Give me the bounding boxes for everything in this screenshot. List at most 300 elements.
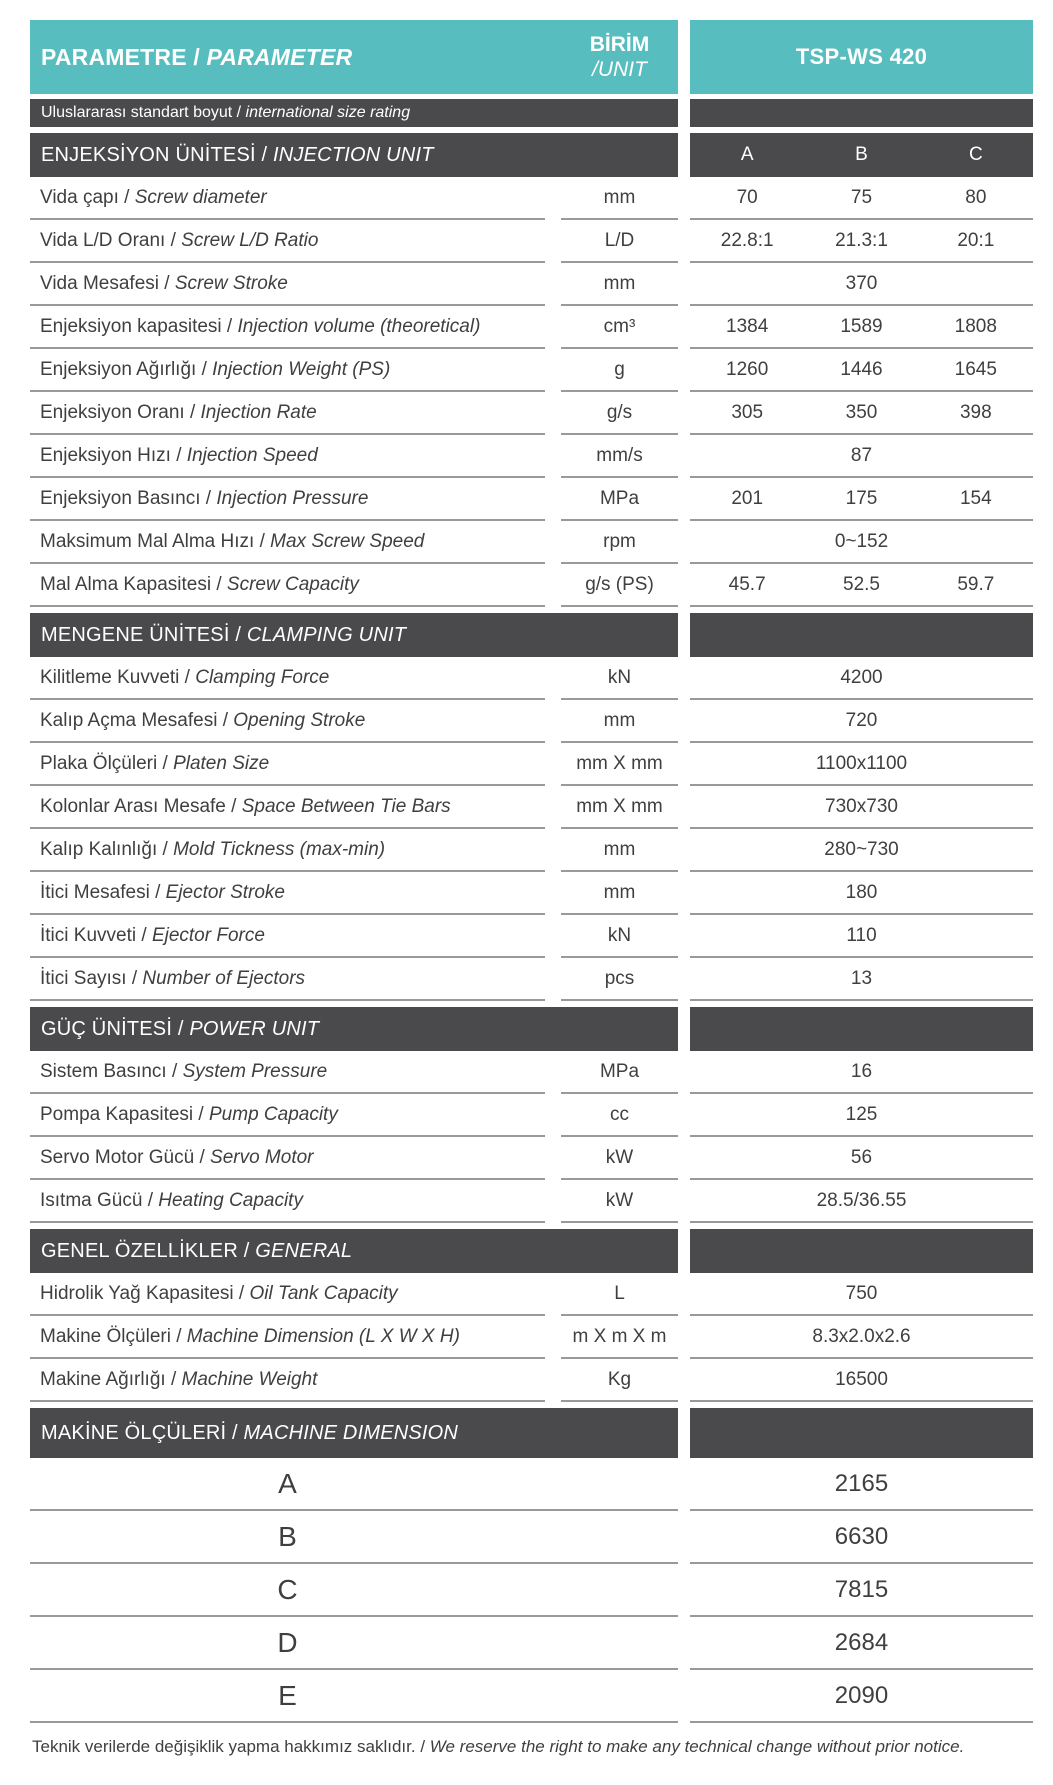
row-values	[690, 1137, 1033, 1180]
section-header-general	[30, 1229, 1033, 1273]
row-label-en: Mold Tickness (max-min)	[173, 838, 386, 860]
row-label-tr: Makine Ölçüleri	[40, 1325, 171, 1347]
row-unit: g/s (PS)	[561, 564, 678, 607]
row-label-tr: Sistem Basıncı	[40, 1060, 167, 1082]
row-values	[690, 786, 1033, 829]
row-label-tr: Maksimum Mal Alma Hızı	[40, 530, 255, 552]
dimension-label-cell	[30, 1564, 678, 1617]
row-value-merged: 16	[850, 1060, 873, 1082]
separator: /	[166, 1060, 183, 1082]
row-unit: mm	[561, 829, 678, 872]
row-label	[30, 1359, 545, 1402]
spec-row	[30, 521, 1033, 564]
row-label-en: Space Between Tie Bars	[241, 795, 451, 817]
row-unit: pcs	[561, 958, 678, 1001]
section-title-tr: GÜÇ ÜNİTESİ	[41, 1017, 173, 1040]
label-unit-gap	[545, 435, 561, 478]
spec-row	[30, 700, 1033, 743]
row-label	[30, 263, 545, 306]
separator: /	[142, 1189, 159, 1211]
spec-row	[30, 786, 1033, 829]
label-unit-gap	[545, 1180, 561, 1223]
row-values	[690, 349, 1033, 392]
separator: /	[157, 752, 174, 774]
column-gutter	[678, 1564, 690, 1617]
dimension-row	[30, 1458, 1033, 1511]
row-label-tr: İtici Mesafesi	[40, 881, 150, 903]
section-header-columns-machine-dimension	[690, 1408, 1033, 1458]
row-label	[30, 1094, 545, 1137]
separator: /	[233, 1282, 250, 1304]
separator: /	[211, 573, 227, 595]
row-unit: m X m X m	[561, 1316, 678, 1359]
spec-row	[30, 478, 1033, 521]
label-unit-gap	[545, 1359, 561, 1402]
row-label-tr: Makine Ağırlığı	[40, 1368, 166, 1390]
separator: /	[229, 623, 247, 646]
row-value: 20:1	[957, 229, 995, 251]
label-unit-gap	[545, 786, 561, 829]
row-values	[690, 700, 1033, 743]
unit-header-tr: BİRİM	[589, 32, 650, 56]
row-label	[30, 564, 545, 607]
row-value: 201	[731, 487, 764, 509]
row-unit: mm	[561, 177, 678, 220]
row-unit: cm³	[561, 306, 678, 349]
column-gutter	[678, 657, 690, 700]
section-header-columns-clamping-unit	[690, 613, 1033, 657]
row-value-merged: 28.5/36.55	[816, 1189, 907, 1211]
row-value-merged: 125	[845, 1103, 878, 1125]
row-label	[30, 700, 545, 743]
row-value: 70	[736, 186, 758, 208]
separator: /	[226, 1421, 244, 1444]
section-title-en: INJECTION UNIT	[273, 143, 434, 166]
label-unit-gap	[545, 564, 561, 607]
spec-row	[30, 958, 1033, 1001]
row-label-tr: Vida Mesafesi	[40, 272, 159, 294]
table-header	[30, 20, 1033, 94]
separator: /	[225, 795, 242, 817]
row-unit: kW	[561, 1137, 678, 1180]
row-label-tr: Mal Alma Kapasitesi	[40, 573, 212, 595]
row-label-tr: Plaka Ölçüleri	[40, 752, 158, 774]
column-gutter	[678, 1408, 690, 1458]
separator: /	[237, 1239, 256, 1262]
row-label-tr: Hidrolik Yağ Kapasitesi	[40, 1282, 234, 1304]
row-label-tr: Kolonlar Arası Mesafe	[40, 795, 226, 817]
label-unit-gap	[545, 177, 561, 220]
row-values	[690, 657, 1033, 700]
label-unit-gap	[545, 521, 561, 564]
row-value: 45.7	[728, 573, 766, 595]
row-label-en: Injection Pressure	[216, 487, 369, 509]
row-value: 175	[845, 487, 878, 509]
row-label-en: Ejector Force	[151, 924, 265, 946]
parameter-header-title	[41, 44, 352, 71]
spec-row	[30, 1094, 1033, 1137]
row-label-tr: Vida L/D Oranı	[40, 229, 166, 251]
dimension-row	[30, 1670, 1033, 1723]
dimension-label-cell	[30, 1617, 678, 1670]
subheader-tr: Uluslararası standart boyut	[41, 104, 233, 121]
label-unit-gap	[545, 349, 561, 392]
row-value-merged: 56	[850, 1146, 873, 1168]
model-header-cell	[690, 20, 1033, 94]
row-label-en: Injection Rate	[200, 401, 317, 423]
label-unit-gap	[545, 220, 561, 263]
row-value-merged: 750	[845, 1282, 878, 1304]
row-label-tr: Vida çapı	[40, 186, 119, 208]
row-values	[690, 1094, 1033, 1137]
row-label	[30, 915, 545, 958]
section-title-machine-dimension	[30, 1408, 678, 1458]
separator: /	[193, 1103, 209, 1125]
parameter-title-en: PARAMETER	[206, 43, 353, 70]
dimension-letter: A	[278, 1467, 297, 1499]
row-value: 1808	[954, 315, 997, 337]
row-value-merged: 0~152	[834, 530, 889, 552]
separator: /	[172, 1017, 190, 1040]
label-unit-gap	[545, 1316, 561, 1359]
spec-sections	[30, 133, 1033, 1723]
row-unit: mm X mm	[561, 743, 678, 786]
column-gutter	[678, 872, 690, 915]
row-label	[30, 177, 545, 220]
section-title-power-unit	[30, 1007, 678, 1051]
column-gutter	[678, 478, 690, 521]
row-values	[690, 1359, 1033, 1402]
column-gutter	[678, 220, 690, 263]
row-label-en: Number of Ejectors	[142, 967, 306, 989]
subheader-row	[30, 99, 1033, 127]
column-gutter	[678, 1511, 690, 1564]
model-name: TSP-WS 420	[795, 44, 928, 69]
separator: /	[149, 881, 166, 903]
row-unit: Kg	[561, 1359, 678, 1402]
subheader-en: international size rating	[245, 104, 411, 121]
row-unit: kN	[561, 915, 678, 958]
row-label-en: Injection volume (theoretical)	[237, 315, 481, 337]
row-label-en: Screw Capacity	[226, 573, 359, 595]
section-title-general	[30, 1229, 678, 1273]
row-values	[690, 521, 1033, 564]
row-unit: L	[561, 1273, 678, 1316]
dimension-value: 7815	[690, 1564, 1033, 1617]
dimension-row	[30, 1511, 1033, 1564]
dimension-value: 2090	[690, 1670, 1033, 1723]
row-value-merged: 8.3x2.0x2.6	[812, 1325, 911, 1347]
column-gutter	[678, 1617, 690, 1670]
label-unit-gap	[545, 829, 561, 872]
separator: /	[217, 709, 234, 731]
row-value: 350	[845, 401, 878, 423]
separator: /	[179, 666, 196, 688]
row-label-en: Screw diameter	[134, 186, 267, 208]
section-title-tr: MENGENE ÜNİTESİ	[41, 623, 230, 646]
section-title-en: MACHINE DIMENSION	[243, 1421, 459, 1444]
separator: /	[196, 358, 213, 380]
row-value-merged: 180	[845, 881, 878, 903]
column-gutter	[678, 829, 690, 872]
label-unit-gap	[545, 263, 561, 306]
separator: /	[194, 1146, 211, 1168]
dimension-row	[30, 1564, 1033, 1617]
column-header-C: C	[968, 144, 983, 165]
row-value-merged: 4200	[840, 666, 883, 688]
label-unit-gap	[545, 1273, 561, 1316]
separator: /	[118, 186, 135, 208]
column-gutter	[678, 915, 690, 958]
row-values	[690, 915, 1033, 958]
row-label-en: Machine Weight	[181, 1368, 318, 1390]
row-value: 305	[731, 401, 764, 423]
subheader-label	[30, 99, 678, 127]
row-value: 59.7	[957, 573, 995, 595]
row-label	[30, 829, 545, 872]
row-value-merged: 720	[845, 709, 878, 731]
separator: /	[165, 229, 182, 251]
row-label-tr: Kalıp Açma Mesafesi	[40, 709, 218, 731]
spec-row	[30, 1137, 1033, 1180]
column-header-B: B	[855, 144, 868, 165]
separator: /	[221, 315, 238, 337]
label-unit-gap	[545, 958, 561, 1001]
section-header-power-unit	[30, 1007, 1033, 1051]
row-label-en: Machine Dimension (L X W X H)	[186, 1325, 460, 1347]
label-unit-gap	[545, 743, 561, 786]
column-gutter	[678, 743, 690, 786]
row-label	[30, 1180, 545, 1223]
dimension-row	[30, 1617, 1033, 1670]
row-label-en: Injection Weight (PS)	[212, 358, 391, 380]
dimension-letter: C	[277, 1573, 298, 1605]
row-values	[690, 829, 1033, 872]
label-unit-gap	[545, 700, 561, 743]
separator: /	[255, 143, 274, 166]
spec-row	[30, 829, 1033, 872]
column-gutter	[678, 613, 690, 657]
dimension-value: 6630	[690, 1511, 1033, 1564]
row-values	[690, 478, 1033, 521]
row-value: 1260	[726, 358, 769, 380]
section-header-columns-general	[690, 1229, 1033, 1273]
column-gutter	[678, 435, 690, 478]
footer-tr: Teknik verilerde değişiklik yapma hakkımız saklıdır.	[32, 1737, 416, 1756]
row-label-tr: Servo Motor Gücü	[40, 1146, 195, 1168]
column-gutter	[678, 1316, 690, 1359]
section-header-injection-unit	[30, 133, 1033, 177]
label-unit-gap	[545, 872, 561, 915]
row-label-en: Servo Motor	[210, 1146, 314, 1168]
row-label-tr: Enjeksiyon kapasitesi	[40, 315, 222, 337]
row-value-merged: 110	[846, 924, 877, 946]
label-unit-gap	[545, 915, 561, 958]
row-values	[690, 392, 1033, 435]
section-title-tr: MAKİNE ÖLÇÜLERİ	[41, 1421, 227, 1444]
row-label-tr: Kilitleme Kuvveti	[40, 666, 180, 688]
row-label	[30, 958, 545, 1001]
dimension-label-cell	[30, 1511, 678, 1564]
row-unit: g/s	[561, 392, 678, 435]
column-gutter	[678, 1359, 690, 1402]
column-gutter	[678, 1007, 690, 1051]
separator: /	[186, 43, 207, 70]
row-value: 80	[965, 186, 987, 208]
column-header-A: A	[740, 144, 754, 165]
dimension-letter: D	[277, 1626, 298, 1658]
column-gutter	[678, 99, 690, 127]
row-label	[30, 392, 545, 435]
column-gutter	[678, 177, 690, 220]
row-value-merged: 730x730	[825, 795, 898, 817]
row-label-en: Clamping Force	[195, 666, 330, 688]
row-value: 75	[850, 186, 873, 208]
row-unit: mm X mm	[561, 786, 678, 829]
dimension-value: 2165	[690, 1458, 1033, 1511]
spec-row	[30, 177, 1033, 220]
row-label-en: Pump Capacity	[209, 1103, 338, 1125]
row-label	[30, 435, 545, 478]
row-value: 1645	[954, 358, 997, 380]
row-label	[30, 220, 545, 263]
label-unit-gap	[545, 392, 561, 435]
row-value-merged: 370	[845, 272, 878, 294]
separator: /	[170, 1325, 187, 1347]
unit-column-header	[561, 32, 678, 82]
column-gutter	[678, 1137, 690, 1180]
column-gutter	[678, 786, 690, 829]
row-label	[30, 306, 545, 349]
row-value: 1384	[726, 315, 769, 337]
column-gutter	[678, 1229, 690, 1273]
section-header-columns-power-unit	[690, 1007, 1033, 1051]
column-gutter	[678, 564, 690, 607]
row-label-en: Screw L/D Ratio	[181, 229, 319, 251]
row-values	[690, 263, 1033, 306]
row-values	[690, 872, 1033, 915]
dimension-letter: B	[278, 1520, 297, 1552]
separator: /	[159, 272, 175, 294]
dimension-label-cell	[30, 1670, 678, 1723]
spec-row	[30, 915, 1033, 958]
row-label-en: System Pressure	[182, 1060, 328, 1082]
dimension-value: 2684	[690, 1617, 1033, 1670]
row-label-en: Platen Size	[173, 752, 270, 774]
row-label-en: Opening Stroke	[233, 709, 366, 731]
row-label-tr: Kalıp Kalınlığı	[40, 838, 158, 860]
row-unit: kN	[561, 657, 678, 700]
row-label-tr: İtici Kuvveti	[40, 924, 137, 946]
row-label-en: Screw Stroke	[174, 272, 288, 294]
parameter-title-tr: PARAMETRE	[41, 43, 187, 70]
separator: /	[184, 401, 201, 423]
column-gutter	[678, 1273, 690, 1316]
spec-row	[30, 435, 1033, 478]
row-values	[690, 1273, 1033, 1316]
row-label-tr: Enjeksiyon Basıncı	[40, 487, 201, 509]
row-unit: rpm	[561, 521, 678, 564]
row-label	[30, 349, 545, 392]
row-label-en: Max Screw Speed	[270, 530, 425, 552]
row-label	[30, 1273, 545, 1316]
label-unit-gap	[545, 1137, 561, 1180]
row-values	[690, 1051, 1033, 1094]
column-gutter	[678, 1670, 690, 1723]
row-label	[30, 521, 545, 564]
spec-row	[30, 306, 1033, 349]
column-gutter	[678, 1458, 690, 1511]
column-gutter	[678, 133, 690, 177]
column-gutter	[678, 700, 690, 743]
row-label-tr: Enjeksiyon Hızı	[40, 444, 171, 466]
column-gutter	[678, 20, 690, 94]
section-title-en: GENERAL	[255, 1239, 353, 1262]
row-value-merged: 280~730	[824, 838, 899, 860]
section-header-clamping-unit	[30, 613, 1033, 657]
dimension-label-cell	[30, 1458, 678, 1511]
subheader-spacer	[690, 99, 1033, 127]
row-values	[690, 306, 1033, 349]
row-label-en: Heating Capacity	[158, 1189, 303, 1211]
row-value-merged: 13	[850, 967, 873, 989]
separator: /	[170, 444, 187, 466]
row-value: 52.5	[843, 573, 880, 595]
spec-row	[30, 263, 1033, 306]
spec-row	[30, 1180, 1033, 1223]
spec-row	[30, 1051, 1033, 1094]
spec-row	[30, 657, 1033, 700]
row-value-merged: 87	[850, 444, 873, 466]
row-values	[690, 220, 1033, 263]
row-values	[690, 177, 1033, 220]
row-values	[690, 743, 1033, 786]
section-title-tr: GENEL ÖZELLİKLER	[41, 1239, 238, 1262]
row-label	[30, 1137, 545, 1180]
section-header-machine-dimension	[30, 1408, 1033, 1458]
row-unit: L/D	[561, 220, 678, 263]
row-values	[690, 1316, 1033, 1359]
separator: /	[157, 838, 174, 860]
row-label-tr: Isıtma Gücü	[40, 1189, 143, 1211]
separator: /	[136, 924, 152, 946]
row-label-tr: Enjeksiyon Ağırlığı	[40, 358, 197, 380]
spec-row	[30, 1273, 1033, 1316]
column-gutter	[678, 1180, 690, 1223]
row-unit: mm	[561, 872, 678, 915]
row-value: 154	[959, 487, 992, 509]
row-unit: MPa	[561, 478, 678, 521]
section-header-columns-injection-unit	[690, 133, 1033, 177]
column-gutter	[678, 1051, 690, 1094]
unit-header-en: /UNIT	[592, 58, 647, 81]
row-label	[30, 872, 545, 915]
spec-row	[30, 220, 1033, 263]
row-unit: mm	[561, 700, 678, 743]
row-label	[30, 657, 545, 700]
spec-row	[30, 743, 1033, 786]
separator: /	[232, 104, 246, 121]
column-gutter	[678, 1094, 690, 1137]
row-label	[30, 786, 545, 829]
row-label-tr: Pompa Kapasitesi	[40, 1103, 194, 1125]
row-value-merged: 16500	[835, 1368, 888, 1390]
spec-row	[30, 349, 1033, 392]
separator: /	[165, 1368, 182, 1390]
row-unit: cc	[561, 1094, 678, 1137]
label-unit-gap	[545, 478, 561, 521]
row-value: 1589	[840, 315, 883, 337]
